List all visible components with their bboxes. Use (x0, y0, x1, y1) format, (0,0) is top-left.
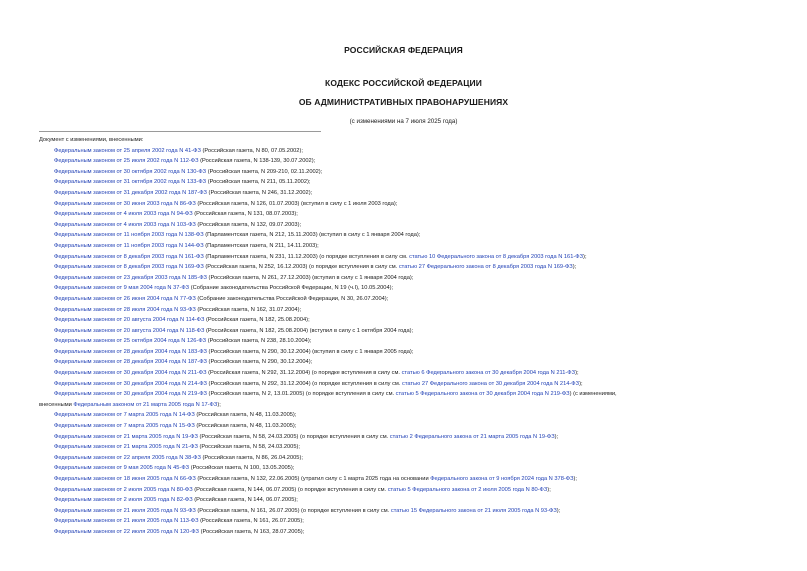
publication-note: (Российская газета, N 100, 13.05.2005); (189, 465, 295, 472)
law-link[interactable]: Федеральным законом от 25 июля 2002 года N 112-ФЗ (54, 158, 199, 165)
publication-note: (Российская газета, N 292, 31.12.2004) (о порядке вступления в силу см. (206, 380, 402, 387)
amendment-line (39, 357, 799, 368)
amendment-line (39, 294, 799, 305)
law-link[interactable]: Федеральным законом от 11 ноября 2003 года N 144-ФЗ (54, 242, 204, 249)
law-link[interactable]: Федеральным законом от 2 июля 2005 года N 80-ФЗ (54, 486, 193, 493)
law-link[interactable]: Федеральным законом от 22 апреля 2005 года N 38-ФЗ (54, 454, 201, 461)
law-link[interactable]: Федеральным законом от 30 декабря 2004 года N 211-ФЗ (54, 370, 207, 377)
amendment-line (39, 305, 799, 316)
amendment-line (39, 347, 799, 358)
publication-note: (Российская газета, N 246, 31.12.2002); (206, 189, 313, 196)
amendment-line (39, 146, 799, 157)
publication-note: (Российская газета, N 261, 27.12.2003) (вступил в силу с 1 января 2004 года); (206, 274, 414, 281)
publication-note: (Российская газета, N 126, 01.07.2003) (вступил в силу с 1 июля 2003 года); (195, 200, 398, 207)
law-link[interactable]: Федеральным законом от 21 марта 2005 года N 19-ФЗ (54, 433, 198, 440)
publication-note: (Российская газета, N 86, 26.04.2005); (200, 454, 303, 461)
amendment-line (39, 326, 799, 337)
amendment-line (39, 527, 799, 538)
amendment-line (39, 230, 799, 241)
law-link[interactable]: Федеральным законом от 8 декабря 2003 года N 169-ФЗ (54, 264, 204, 271)
publication-note: (Российская газета, N 209-210, 02.11.2002); (206, 168, 323, 175)
law-link[interactable]: Федерального закона от 9 ноября 2024 года N 378-ФЗ (430, 476, 574, 482)
law-link[interactable]: Федеральным законом от 18 июня 2005 года N 66-ФЗ (54, 476, 196, 482)
publication-note: (Российская газета, N 48, 11.03.2005); (194, 423, 297, 430)
publication-note: (Российская газета, N 182, 25.08.2004); (204, 317, 310, 324)
law-link[interactable]: Федеральным законом от 30 декабря 2004 года N 214-ФЗ (54, 380, 207, 387)
amendment-line (39, 453, 799, 464)
law-link[interactable]: статью 6 Федерального закона от 30 декабря 2004 года N 211-ФЗ (401, 370, 576, 377)
publication-note: (Парламентская газета, N 212, 15.11.2003) (вступил в силу с 1 января 2004 года); (203, 232, 421, 239)
law-link[interactable]: Федеральным законом от 11 ноября 2003 года N 138-ФЗ (54, 232, 204, 239)
law-link[interactable]: Федеральным законом от 20 августа 2004 года N 118-ФЗ (54, 327, 205, 334)
law-link[interactable]: Федеральным законом от 21 июля 2005 года N 93-ФЗ (54, 507, 196, 514)
law-link[interactable]: Федеральным законом от 23 декабря 2003 года N 185-ФЗ (54, 274, 207, 281)
amendment-line (39, 252, 799, 263)
amendment-line (39, 156, 799, 167)
amendments-list (39, 135, 799, 538)
publication-note: (Российская газета, N 144, 06.07.2005); (192, 497, 298, 504)
law-link[interactable]: Федеральным законом от 7 марта 2005 года N 15-ФЗ (54, 423, 195, 430)
law-link[interactable]: Федеральным законом от 22 июля 2005 года N 120-ФЗ (54, 528, 199, 535)
amendment-line (39, 442, 799, 453)
amendment-line (39, 379, 799, 390)
publication-note: (Парламентская газета, N 211, 14.11.2003); (203, 242, 319, 249)
publication-note: (Российская газета, N 238, 28.10.2004); (206, 338, 312, 345)
law-link[interactable]: Федеральным законом от 9 мая 2005 года N 45-ФЗ (54, 465, 190, 472)
amendment-line (39, 241, 799, 252)
law-link[interactable]: Федеральным законом от 28 июля 2004 года N 93-ФЗ (54, 306, 196, 313)
document-code-title: КОДЕКС РОССИЙСКОЙ ФЕДЕРАЦИИ (325, 78, 482, 88)
amendment-line (39, 410, 799, 421)
law-link[interactable]: Федеральным законом от 8 декабря 2003 года N 161-ФЗ (54, 253, 204, 260)
publication-note: ); (575, 370, 579, 377)
publication-note: ); (579, 380, 583, 387)
publication-note: (Российская газета, N 131, 08.07.2003); (192, 211, 298, 218)
law-link[interactable]: Федеральным законом от 30 июня 2003 года N 86-ФЗ (54, 200, 196, 207)
law-link[interactable]: Федеральным законом от 4 июля 2003 года N 103-ФЗ (54, 221, 196, 228)
amendment-line (39, 389, 799, 400)
publication-note: (Российская газета, N 132, 09.07.2003); (195, 221, 302, 228)
law-link[interactable]: Федеральным законом от 2 июля 2005 года N 82-ФЗ (54, 497, 193, 504)
law-link[interactable]: Федеральным законом от 31 октября 2002 года N 133-ФЗ (54, 179, 207, 186)
publication-note: ); (217, 401, 221, 408)
publication-note: (Российская газета, N 132, 22.06.2005) (утратил силу с 1 марта 2025 года на основании (195, 476, 431, 482)
publication-note: (Российская газета, N 80, 07.05.2002); (200, 147, 303, 154)
law-link[interactable]: Федеральным законом от 9 мая 2004 года N 37-ФЗ (54, 285, 190, 292)
publication-note: ); (554, 433, 559, 440)
amendment-line (39, 421, 799, 432)
publication-note: (Российская газета, N 144, 06.07.2005) (о порядке вступления в силу см. (192, 486, 388, 493)
law-link[interactable]: статью 27 Федерального закона от 8 декабря 2003 года N 169-ФЗ (398, 264, 573, 271)
law-link[interactable]: Федеральным законом от 21 июля 2005 года N 113-ФЗ (54, 518, 199, 525)
edition-note: (с изменениями на 7 июля 2025 года) (349, 118, 458, 125)
publication-note: (Российская газета, N 292, 31.12.2004) (о порядке вступления в силу см. (206, 370, 402, 377)
law-link[interactable]: Федеральным законом от 26 июня 2004 года N 77-ФЗ (54, 295, 196, 302)
law-link[interactable]: статью 5 Федерального закона от 2 июля 2005 года N 80-ФЗ (387, 486, 548, 493)
publication-note: (Российская газета, N 290, 30.12.2004) (вступил в силу с 1 января 2005 года); (206, 348, 414, 355)
law-link[interactable]: статью 15 Федерального закона от 21 июля 2005 года N 93-ФЗ (390, 507, 557, 514)
amendment-line (39, 167, 799, 178)
publication-note: (Российская газета, N 2, 13.01.2005) (о порядке вступления в силу см. (206, 391, 396, 398)
publication-note: (Парламентская газета, N 231, 11.12.2003) (о порядке вступления в силу см. (203, 253, 410, 260)
publication-note: (Российская газета, N 161, 26.07.2005); (198, 518, 304, 525)
amendment-line (39, 516, 799, 527)
law-link[interactable]: Федеральным законом от 4 июля 2003 года N 94-ФЗ (54, 211, 193, 218)
amendment-line (39, 336, 799, 347)
header-divider (39, 131, 321, 132)
law-link[interactable]: Федеральным законом от 20 августа 2004 года N 114-ФЗ (54, 317, 205, 324)
publication-note: ); (572, 264, 577, 271)
document-country-heading: РОССИЙСКАЯ ФЕДЕРАЦИЯ (344, 45, 463, 55)
law-link[interactable]: Федеральным законом от 7 марта 2005 года N 14-ФЗ (54, 412, 195, 419)
amendment-line (39, 220, 799, 231)
amendment-line (39, 400, 799, 411)
amendment-line (39, 283, 799, 294)
publication-note: внесенными (39, 401, 74, 408)
amendment-line (39, 315, 799, 326)
amendment-line (39, 177, 799, 188)
law-link[interactable]: Федеральным законом от 30 декабря 2004 года N 219-ФЗ (54, 391, 207, 398)
publication-note: (Российская газета, N 138-139, 30.07.2002); (198, 158, 316, 165)
publication-note: (Собрание законодательства Российской Федерации, N 19 (ч.I), 10.05.2004); (189, 285, 394, 292)
law-link[interactable]: Федеральным законом от 21 марта 2005 года N 21-ФЗ (54, 444, 198, 451)
publication-note: ) (с изменениями, (569, 391, 617, 398)
amendment-line (39, 199, 799, 210)
amendment-line (39, 188, 799, 199)
law-link[interactable]: Федеральным законом от 30 октября 2002 года N 130-ФЗ (54, 168, 207, 175)
publication-note: (Российская газета, N 58, 24.03.2005); (197, 444, 300, 451)
law-link[interactable]: Федеральным законом от 31 декабря 2002 года N 187-ФЗ (54, 189, 207, 196)
publication-note: (Российская газета, N 48, 11.03.2005); (194, 412, 297, 419)
amendment-line (39, 209, 799, 220)
law-link[interactable]: Федеральным законом от 25 октября 2004 года N 126-ФЗ (54, 338, 207, 345)
amendment-line (39, 463, 799, 474)
amendment-line (39, 506, 799, 517)
law-link[interactable]: Федеральным законом от 28 декабря 2004 года N 187-ФЗ (54, 359, 207, 366)
publication-note: ); (547, 486, 551, 493)
document-code-subtitle: ОБ АДМИНИСТРАТИВНЫХ ПРАВОНАРУШЕНИЯХ (298, 97, 509, 107)
amendment-line (39, 495, 799, 506)
publication-note: (Собрание законодательства Российской Федерации, N 30, 26.07.2004); (195, 295, 389, 302)
law-link[interactable]: статью 27 Федерального закона от 30 декабря 2004 года N 214-ФЗ (401, 380, 580, 387)
amendment-line (39, 368, 799, 379)
law-link[interactable]: Федеральным законом от 25 апреля 2002 года N 41-ФЗ (54, 147, 201, 154)
law-link[interactable]: статью 5 Федерального закона от 30 декабря 2004 года N 219-ФЗ (395, 391, 570, 398)
publication-note: ); (583, 253, 587, 260)
publication-note: (Российская газета, N 290, 30.12.2004); (206, 359, 313, 366)
publication-note: (Российская газета, N 161, 26.07.2005) (о порядке вступления в силу см. (195, 507, 391, 514)
amendment-line (39, 273, 799, 284)
law-link[interactable]: статью 2 Федерального закона от 21 марта 2005 года N 19-ФЗ (389, 433, 555, 440)
publication-note: (Российская газета, N 252, 16.12.2003) (о порядке вступления в силу см. (203, 264, 399, 271)
amendment-line (39, 262, 799, 273)
publication-note: (Российская газета, N 163, 28.07.2005); (199, 528, 305, 535)
law-link[interactable]: статью 10 Федерального закона от 8 декабря 2003 года N 161-ФЗ (409, 253, 584, 260)
amendments-intro: Документ с изменениями, внесенными: (39, 137, 144, 143)
publication-note: (Российская газета, N 182, 25.08.2004) (вступил в силу с 1 октября 2004 года); (204, 327, 414, 334)
amendment-line (39, 485, 799, 496)
publication-note: ); (556, 507, 561, 514)
publication-note: ); (573, 476, 578, 482)
publication-note: (Российская газета, N 162, 31.07.2004); (195, 306, 302, 313)
publication-note: (Российская газета, N 58, 24.03.2005) (о порядке вступления в силу см. (197, 433, 390, 440)
amendment-line (39, 432, 799, 443)
amendment-line (39, 474, 799, 485)
law-link[interactable]: Федеральным законом от 21 марта 2005 года N 17-ФЗ (73, 401, 218, 408)
publication-note: (Российская газета, N 211, 05.11.2002); (206, 179, 311, 186)
law-link[interactable]: Федеральным законом от 28 декабря 2004 года N 183-ФЗ (54, 348, 207, 355)
